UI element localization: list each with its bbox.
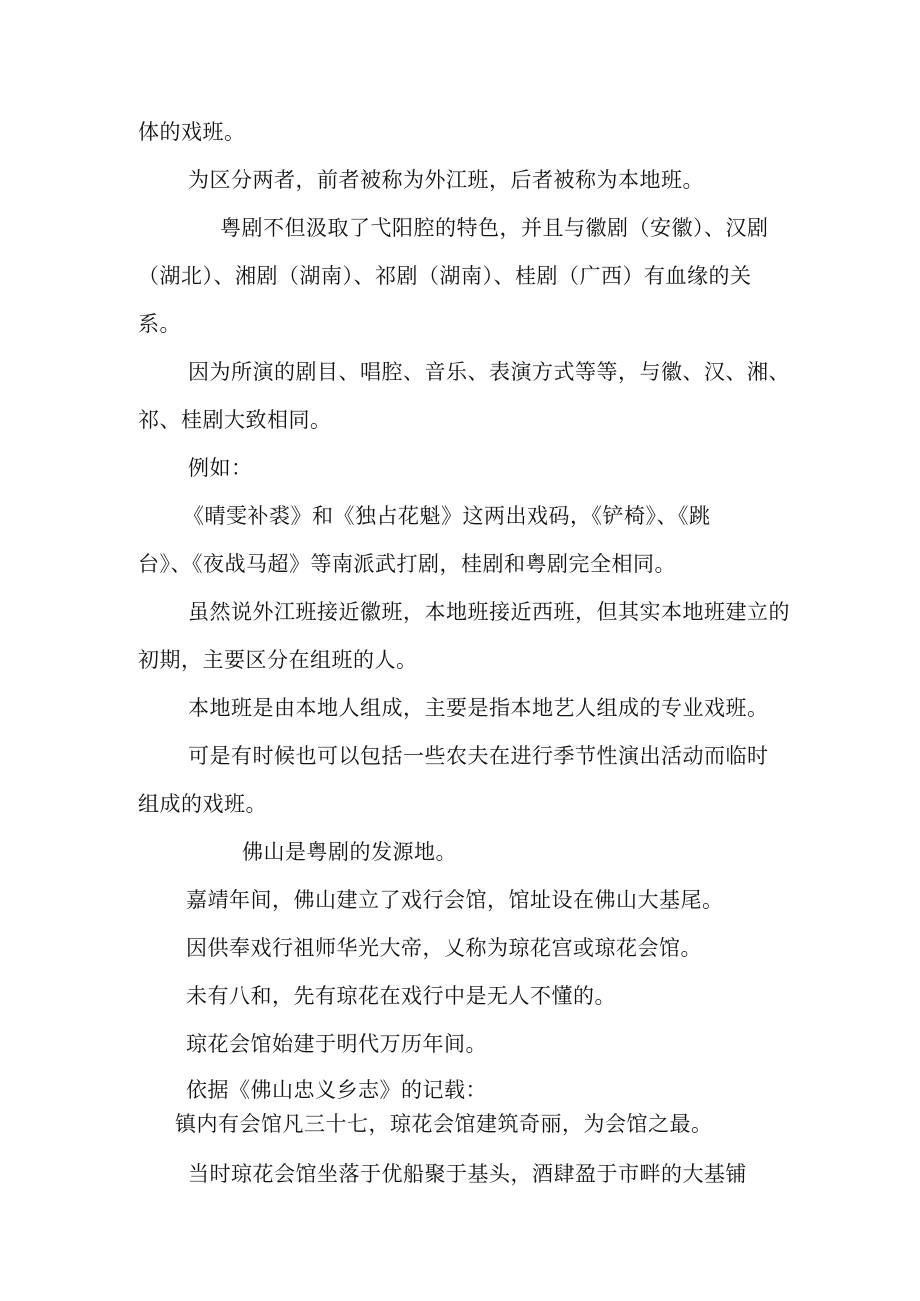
- text-line-16: 佛山是粤剧的发源地。: [242, 840, 457, 864]
- text-line-14: 可是有时候也可以包括一些农夫在进行季节性演出活动而临时: [188, 744, 769, 768]
- text-line-17: 嘉靖年间，佛山建立了戏行会馆，馆址设在佛山大基尾。: [186, 888, 724, 912]
- text-line-8: 例如：: [188, 456, 253, 480]
- text-line-18: 因供奉戏行祖师华光大帝，乂称为琼花宫或琼花会馆。: [186, 936, 702, 960]
- text-line-11: 虽然说外江班接近徽班，本地班接近西班，但其实本地班建立的: [188, 600, 790, 624]
- text-line-22: 镇内有会馆凡三十七，琼花会馆建筑奇丽，为会馆之最。: [175, 1112, 713, 1136]
- text-line-10: 台》、《夜战马超》等南派武打剧，桂剧和粤剧完全相同。: [138, 552, 676, 576]
- text-line-23: 当时琼花会馆坐落于优船聚于基头，酒肆盈于市畔的大基铺: [188, 1162, 747, 1186]
- text-line-5: 系。: [138, 312, 181, 336]
- text-line-3: 粤剧不但汲取了弋阳腔的特色，并且与徽剧（安徽）、汉剧: [220, 216, 769, 240]
- text-line-2: 为区分两者，前者被称为外江班，后者被称为本地班。: [188, 168, 704, 192]
- text-line-19: 未有八和，先有琼花在戏行中是无人不懂的。: [186, 984, 616, 1008]
- text-line-6: 因为所演的剧目、唱腔、音乐、表演方式等等，与徽、汉、湘、: [188, 360, 790, 384]
- text-line-13: 本地班是由本地人组成，主要是指本地艺人组成的专业戏班。: [188, 696, 769, 720]
- text-line-21: 依据《佛山忠义乡志》的记载：: [186, 1078, 487, 1102]
- text-line-20: 琼花会馆始建于明代万历年间。: [186, 1032, 487, 1056]
- text-line-1: 体的戏班。: [138, 120, 246, 144]
- text-line-4: （湖北）、湘剧（湖南）、祁剧（湖南）、桂剧（广西）有血缘的关: [138, 264, 752, 288]
- text-line-12: 初期，主要区分在组班的人。: [138, 648, 418, 672]
- text-line-9: 《晴雯补裘》和《独占花魁》这两出戏码，《铲椅》、《跳: [183, 504, 711, 528]
- text-line-15: 组成的戏班。: [138, 792, 267, 816]
- text-line-7: 祁、桂剧大致相同。: [138, 408, 332, 432]
